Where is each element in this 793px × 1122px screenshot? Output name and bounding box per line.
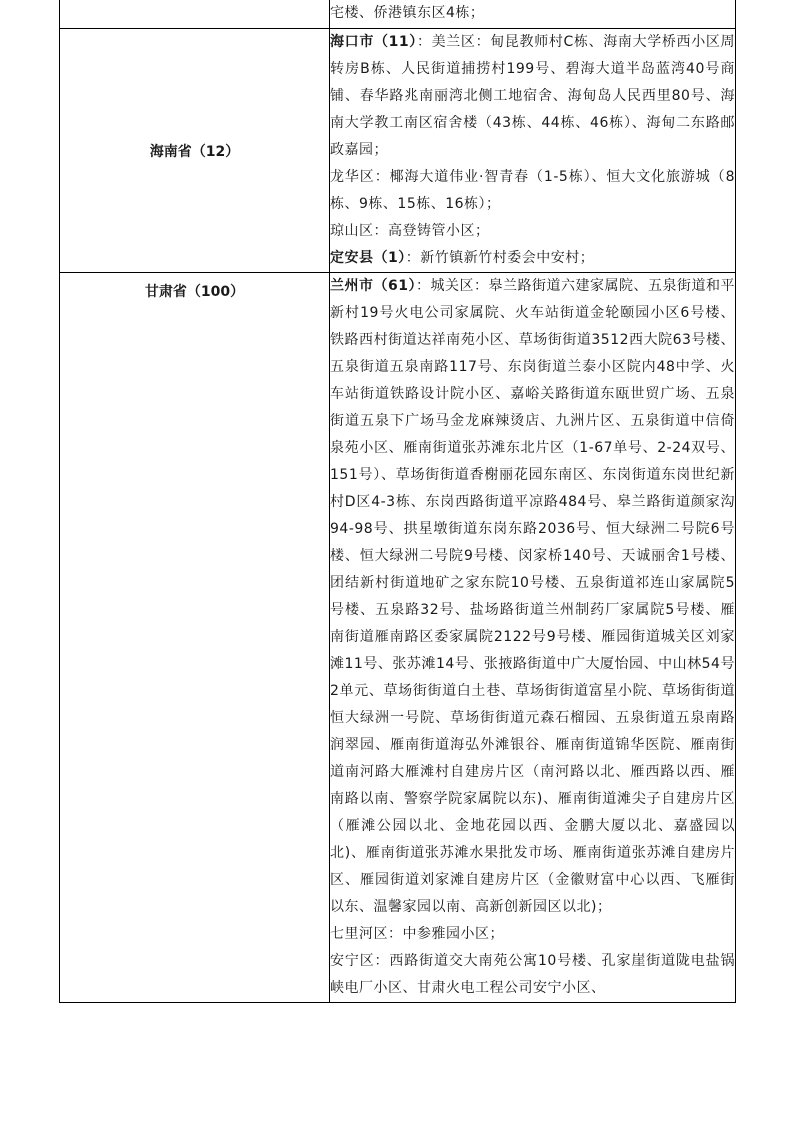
city-heading: 海口市（11）: [330, 34, 417, 50]
area-text: 龙华区：椰海大道伟业·智青春（1-5栋）、恒大文化旅游城（8栋、9栋、15栋、16栋）；: [330, 169, 735, 212]
area-line: [330, 921, 735, 948]
risk-area-table: [59, 0, 736, 1003]
area-text: ：美兰区：甸昆教师村C栋、海南大学桥西小区周转房B栋、人民街道捕捞村199号、碧海大道半岛蓝湾40号商铺、春华路兆南丽湾北侧工地宿舍、海甸岛人民西里80号、海南大学教工南区宿舍楼（43栋、44栋、46栋）、海甸二东路邮政嘉园；: [330, 34, 736, 158]
area-line: [330, 164, 735, 218]
area-detail-cell: [330, 273, 736, 1003]
province-cell: 甘肃省（100）: [60, 273, 330, 1003]
province-cell: 海南省（12）: [60, 29, 330, 273]
table-row: [60, 273, 736, 1003]
area-text: 琼山区：高登铸管小区；: [330, 223, 490, 239]
area-line: [330, 218, 735, 245]
area-text: 七里河区：中参雅园小区；: [330, 926, 504, 942]
area-line: [330, 273, 735, 921]
area-text: ：新竹镇新竹村委会中安村；: [405, 250, 595, 266]
area-text: ：城关区：皋兰路街道六建家属院、五泉街道和平新村19号火电公司家属院、火车站街道金轮颐园小区6号楼、铁路西村街道达祥南苑小区、草场街街道3512西大院63号楼、五泉街道五泉南路117号、东岗街道兰泰小区院内48中学、火车站街道铁路设计院小区、嘉峪关路街道东瓯世贸广场、五泉街道五泉下广场马金龙麻辣烫店、九洲片区、五泉街道中信倚泉苑小区、雁南街道张苏滩东北片区（1-67单号、2-24双号、151号）、草场街街道香榭丽花园东南区、东岗街道东岗世纪新村D区4-3栋、东岗西路街道平凉路484号、皋兰路街道颜家沟94-98号、拱星墩街道东岗东路2036号、恒大绿洲二号院6号楼、恒大绿洲二号院9号楼、闵家桥140号、天诚丽舍1号楼、团结新村街道地矿之家东院10号楼、五泉街道祁连山家属院5号楼、五泉路32号、盐场路街道兰州制药厂家属院5号楼、雁南街道雁南路区委家属院2122号9号楼、雁园街道城关区刘家滩11号、张苏滩14号、张掖路街道中广大厦怡园、中山林54号2单元、草场街街道白土巷、草场街街道富星小院、草场街街道恒大绿洲一号院、草场街街道元森石榴园、五泉街道五泉南路润翠园、雁南街道海弘外滩银谷、雁南街道锦华医院、雁南街道南河路大雁滩村自建房片区（南河路以北、雁西路以西、雁南路以南、警察学院家属院以东)、雁南街道滩尖子自建房片区（雁滩公园以北、金地花园以西、金鹏大厦以北、嘉盛园以北)、雁南街道张苏滩水果批发市场、雁南街道张苏滩自建房片区、雁园街道刘家滩自建房片区（金徽财富中心以西、飞雁街以东、温馨家园以南、高新创新园区以北)；: [330, 278, 736, 915]
area-detail-cell: [330, 29, 736, 273]
area-line: [330, 29, 735, 164]
table-row: [60, 0, 736, 29]
area-line: [330, 0, 735, 27]
area-text: 宅楼、侨港镇东区4栋；: [330, 5, 485, 21]
city-heading: 兰州市（61）: [330, 278, 416, 294]
area-line: [330, 948, 735, 1002]
city-heading: 定安县（1）: [330, 250, 406, 266]
area-line: [330, 245, 735, 272]
area-text: 安宁区：西路街道交大南苑公寓10号楼、孔家崖街道陇电盐锅峡电厂小区、甘肃火电工程公司安宁小区、: [330, 953, 735, 996]
province-cell: [60, 0, 330, 29]
table-row: [60, 29, 736, 273]
area-detail-cell: [330, 0, 736, 29]
